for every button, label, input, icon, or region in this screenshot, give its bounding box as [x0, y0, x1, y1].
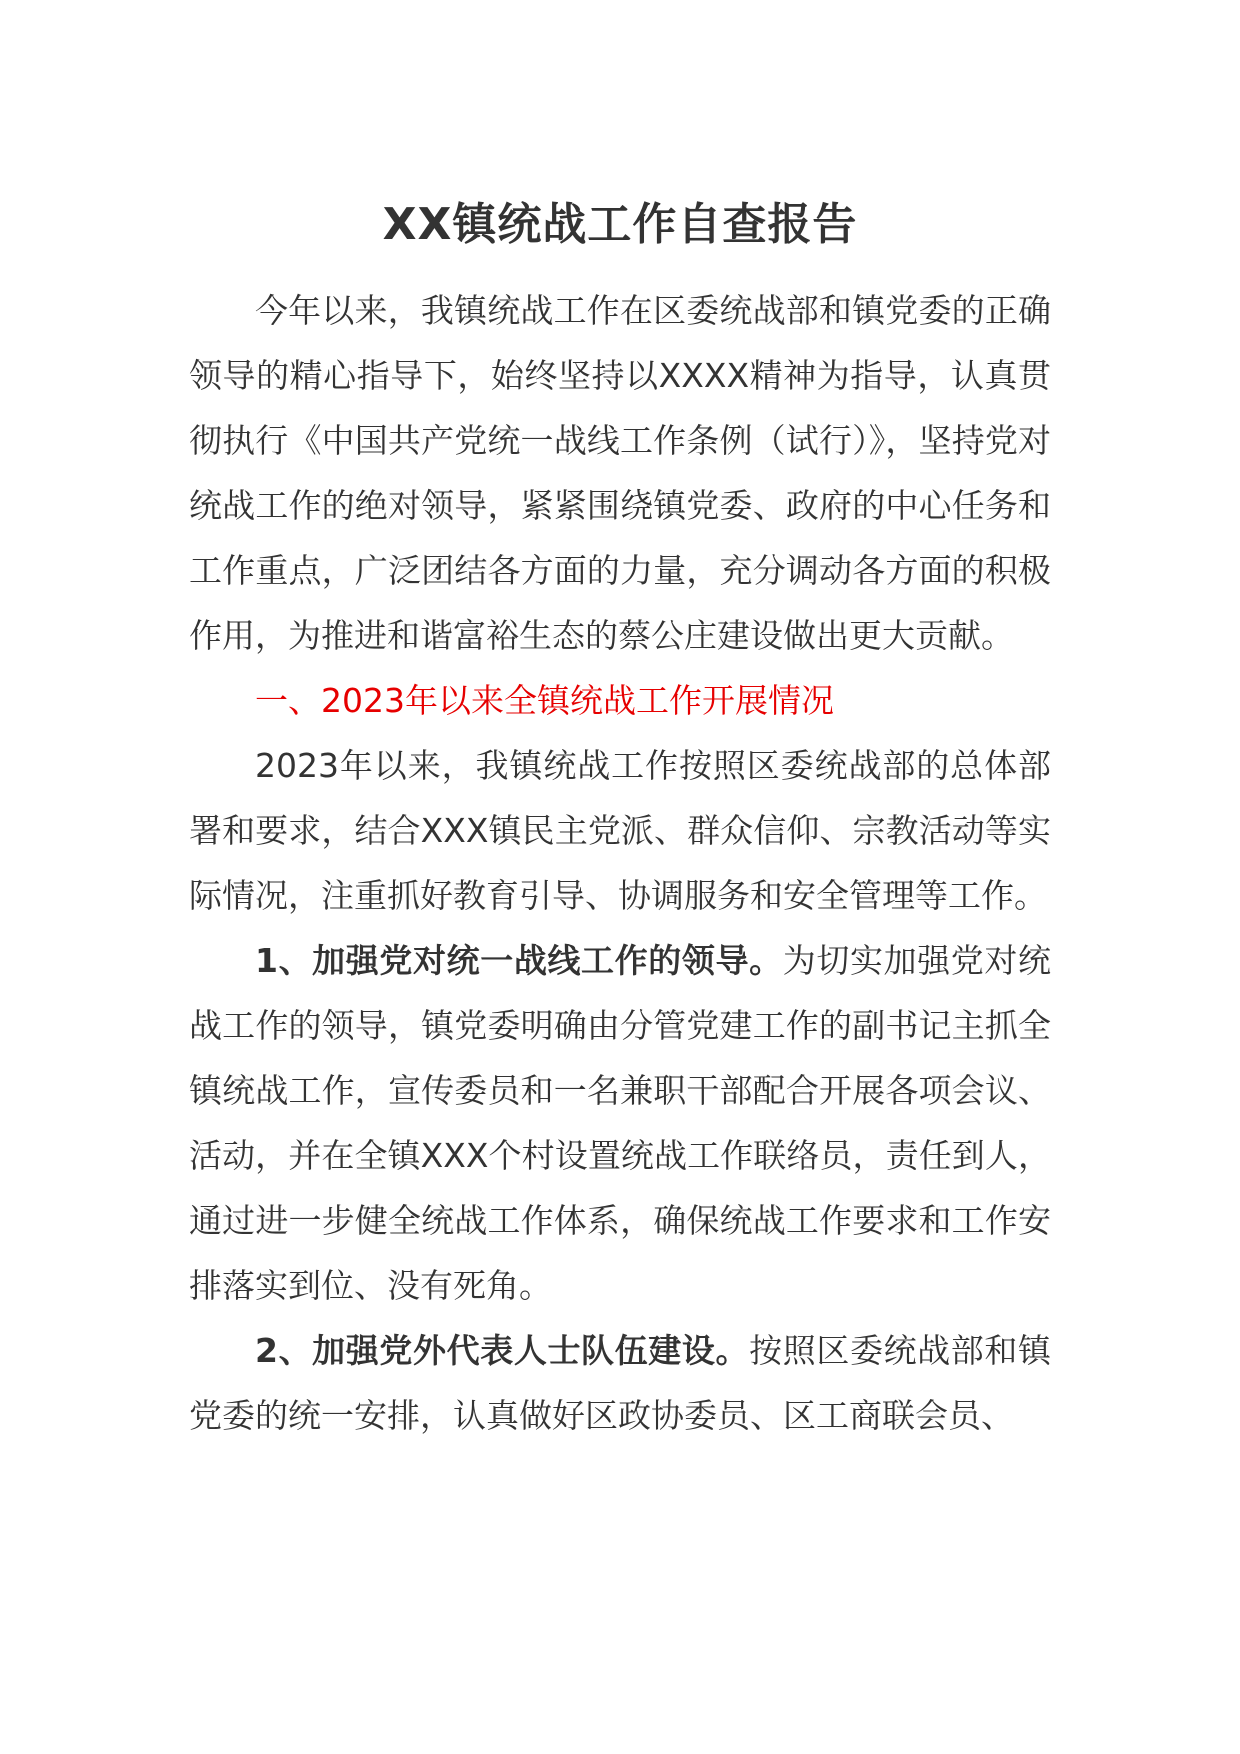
section-paragraph: 2023年以来，我镇统战工作按照区委统战部的总体部署和要求，结合XXX镇民主党派、群众信仰、宗教活动等实际情况，注重抓好教育引导、协调服务和安全管理等工作。 — [189, 746, 1051, 915]
section-heading: 一、2023年以来全镇统战工作开展情况 — [255, 681, 834, 720]
item-text-1: 为切实加强党对统战工作的领导，镇党委明确由分管党建工作的副书记主抓全镇统战工作，宣传委员和一名兼职干部配合开展各项会议、活动，并在全镇XXX个村设置统战工作联络员，责任到人，通过进一步健全统战工作体系，确保统战工作要求和工作安排落实到位、没有死角。 — [189, 941, 1052, 1305]
document-title: XX镇统战工作自查报告 — [382, 199, 858, 250]
item-text-2: 按照区委统战部和镇党委的统一安排，认真做好区政协委员、区工商联会员、 — [189, 1331, 1052, 1435]
item-paragraph-1 — [189, 928, 1051, 1318]
document-body — [189, 278, 1051, 1448]
item-lead-2: 2、加强党外代表人士队伍建设。 — [255, 1331, 750, 1370]
item-lead-1: 1、加强党对统一战线工作的领导。 — [255, 941, 783, 980]
item-paragraph-2 — [189, 1318, 1051, 1448]
intro-paragraph: 今年以来，我镇统战工作在区委统战部和镇党委的正确领导的精心指导下，始终坚持以XXXX精神为指导，认真贯彻执行《中国共产党统一战线工作条例（试行）》，坚持党对统战工作的绝对领导，紧紧围绕镇党委、政府的中心任务和工作重点，广泛团结各方面的力量，充分调动各方面的积极作用，为推进和谐富裕生态的蔡公庄建设做出更大贡献。 — [189, 291, 1051, 655]
